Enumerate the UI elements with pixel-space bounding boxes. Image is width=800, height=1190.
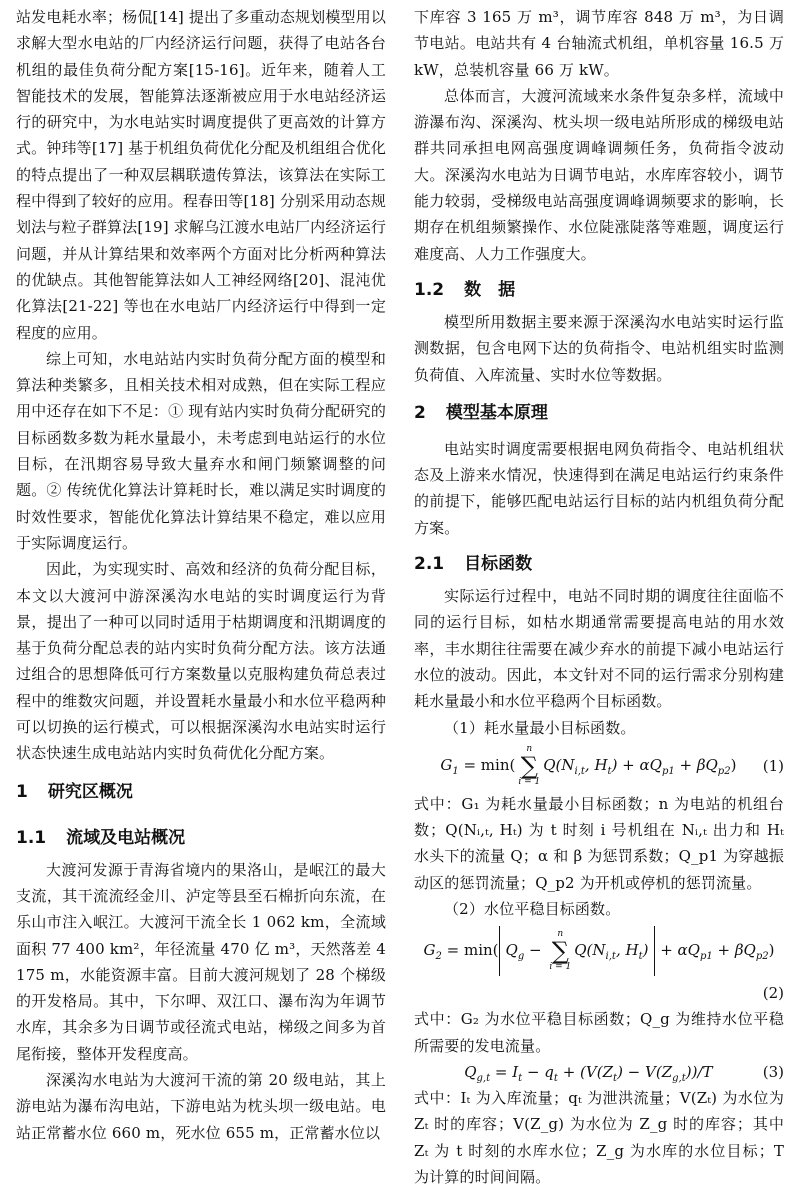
section-title: 数 据	[464, 279, 516, 300]
paragraph: 式中：G₂ 为水位平稳目标函数；Q_g 为维持水位平稳所需要的发电流量。	[414, 1010, 784, 1055]
section-title: 研究区概况	[47, 781, 133, 802]
paragraph: 站发电耗水率；杨侃[14] 提出了多重动态规划模型用以求解大型水电站的厂内经济运行问题，获得了电站各台机组的最佳负荷分配方案[15-16]。近年来，随着人工智能技术的发展，智能算法逐渐被应用于水电站经济运行的研究中，为水电站实时调度提供了更高效的计算方式。钟玮等[17] 基于机组负荷优化分配及机组组合优化的特点提出了一种双层耦联遗传算法，该算法在实际工程中得到了较好的应用。程春田等[18] 分别采用动态规划法与粒子群算法[19] 求解乌江渡水电站厂内经济运行问题，并从计算结果和效率两个方面对比分析两种算法的优缺点。其他智能算法如人工神经网络[20]、混沌优化算法[21-22] 等也在水电站厂内经济运行中得到一定程度的应用。	[16, 8, 386, 342]
section-heading-1	[16, 767, 386, 815]
paragraph: 大渡河发源于青海省境内的果洛山，是岷江的最大支流，其干流流经金川、泸定等县至石棉折向东流，在乐山市注入岷江。大渡河干流全长 1 062 km，全流域面积 77 400 km²，年径流量 470 亿 m³，天然落差 4 175 m，水能资源丰富。目前大渡河规划了 28 个梯级的开发格局。其中，下尔呷、双江口、瀑布沟为年调节水库，其余多为日调节或径流式电站，梯级之间多为首尾衔接，整体开发程度高。	[16, 860, 386, 1063]
subsection-heading-1-1	[16, 815, 386, 857]
paragraph: 模型所用数据主要来源于深溪沟水电站实时运行监测数据，包含电网下达的负荷指令、电站机组实时监测负荷值、入库流量、实时水位等数据。	[414, 312, 784, 384]
list-item: （2）水位平稳目标函数。	[444, 900, 621, 919]
section-number: 2	[414, 402, 426, 423]
paragraph: 式中：G₁ 为耗水量最小目标函数；n 为电站的机组台数；Q(Nᵢ,ₜ, Hₜ) 为 t 时刻 i 号机组在 Nᵢ,ₜ 出力和 Hₜ 水头下的流量 Q；α 和 β 为惩罚系数；Q_p1 为穿越振动区的惩罚流量；Q_p2 为开机或停机的惩罚流量。	[414, 794, 784, 892]
summation-symbol: n ∑ i = 1	[549, 929, 572, 973]
paragraph: 式中：Iₜ 为入库流量；qₜ 为泄洪流量；V(Zₜ) 为水位为 Zₜ 时的库容；V(Z_g) 为水位为 Z_g 时的库容；其中 Zₜ 为 t 时刻的水库水位；Z_g 为水库的水位目标；T 为计算的时间间隔。	[414, 1088, 784, 1186]
paragraph: 电站实时调度需要根据电网负荷指令、电站机组状态及上游来水情况，快速得到在满足电站运行约束条件的前提下，能够匹配电站运行目标的站内机组负荷分配方案。	[414, 439, 784, 537]
subsection-heading-2-1	[414, 541, 784, 583]
paragraph: 因此，为实现实时、高效和经济的负荷分配目标，本文以大渡河中游深溪沟水电站的实时调度运行为背景，提出了一种可以同时适用于枯期调度和汛期调度的基于负荷分配总表的站内实时负荷分配方法。该方法通过组合的思想降低可行方案数量以克服构建负荷总表过程中的维数灾问题，并设置耗水量最小和水位平稳两种可以切换的运行模式，可以根据深溪沟水电站实时运行状态快速生成电站站内实时负荷优化分配方案。	[16, 560, 386, 763]
equation-number: (2)	[762, 984, 784, 1003]
equation-body: $G_1 = \min$( n ∑ i = 1 $Q(N_{i,t}$, $H_t) + \alpha Q_{p1} + \beta Q_{p2}$)	[440, 743, 737, 787]
paragraph: 综上可知，水电站站内实时负荷分配方面的模型和算法种类繁多，且相关技术相对成熟，但在实际工程应用中还存在如下不足：① 现有站内实时负荷分配研究的目标函数多数为耗水量最小，未考虑到电站运行的水位目标，在汛期容易导致大量弃水和闸门频繁调整的问题。② 传统优化算法计算耗时长，难以满足实时调度的时效性要求，智能优化算法计算结果不稳定，难以应用于实际调度运行。	[16, 349, 386, 552]
equation-number: (1)	[762, 756, 784, 775]
right-column	[414, 4, 784, 1190]
summation-symbol: n ∑ i = 1	[518, 743, 541, 787]
section-heading-2	[414, 388, 784, 436]
paragraph: 实际运行过程中，电站不同时期的调度往往面临不同的运行目标，如枯水期通常需要提高电站的用水效率，丰水期往往需要在减少弃水的前提下减小电站运行水位的波动。因此，本文针对不同的运行需求分别构建耗水量最小和水位平稳两个目标函数。	[414, 587, 784, 711]
equation-1	[414, 745, 784, 787]
list-item: （1）耗水量最小目标函数。	[444, 718, 636, 737]
equation-number: (3)	[762, 1062, 784, 1081]
equation-3	[414, 1062, 784, 1084]
paragraph: 下库容 3 165 万 m³，调节库容 848 万 m³，为日调节电站。电站共有 4 台轴流式机组，单机容量 16.5 万 kW，总装机容量 66 万 kW。	[414, 8, 784, 79]
subsection-heading-1-2	[414, 267, 784, 309]
section-title: 流域及电站概况	[66, 827, 186, 848]
section-number: 2.1	[414, 554, 445, 575]
left-column	[16, 4, 386, 1146]
equation-2	[414, 926, 784, 976]
section-number: 1.2	[414, 279, 445, 300]
paragraph: 总体而言，大渡河流域来水条件复杂多样，流域中游瀑布沟、深溪沟、枕头坝一级电站所形成的梯级电站群共同承担电网高强度调峰调频任务，负荷指令波动大。深溪沟水电站为日调节电站，水库库容较小，调节能力较弱，受梯级电站高强度调峰调频要求的影响，长期存在机组频繁操作、水位陡涨陡落等难题，调度运行难度高、人力工作强度大。	[414, 86, 784, 263]
section-number: 1.1	[16, 827, 47, 848]
paragraph: 深溪沟水电站为大渡河干流的第 20 级电站，其上游电站为瀑布沟电站，下游电站为枕头坝一级电站。电站正常蓄水位 660 m，死水位 655 m，正常蓄水位以	[16, 1070, 386, 1142]
equation-body: $Q_{g,t} = I_t - q_t + (V(Z_t) - V(Z_{g,t}))/T$	[464, 1062, 713, 1084]
section-number: 1	[16, 781, 28, 802]
section-title: 目标函数	[464, 554, 533, 575]
equation-body: $G_2 = \min$( $Q_g$ − n ∑ i = 1 $Q(N_{i,t}$, $H_t) + \alpha Q_{p1} + \beta Q_{p2}$)	[414, 926, 784, 976]
section-title: 模型基本原理	[445, 402, 548, 423]
